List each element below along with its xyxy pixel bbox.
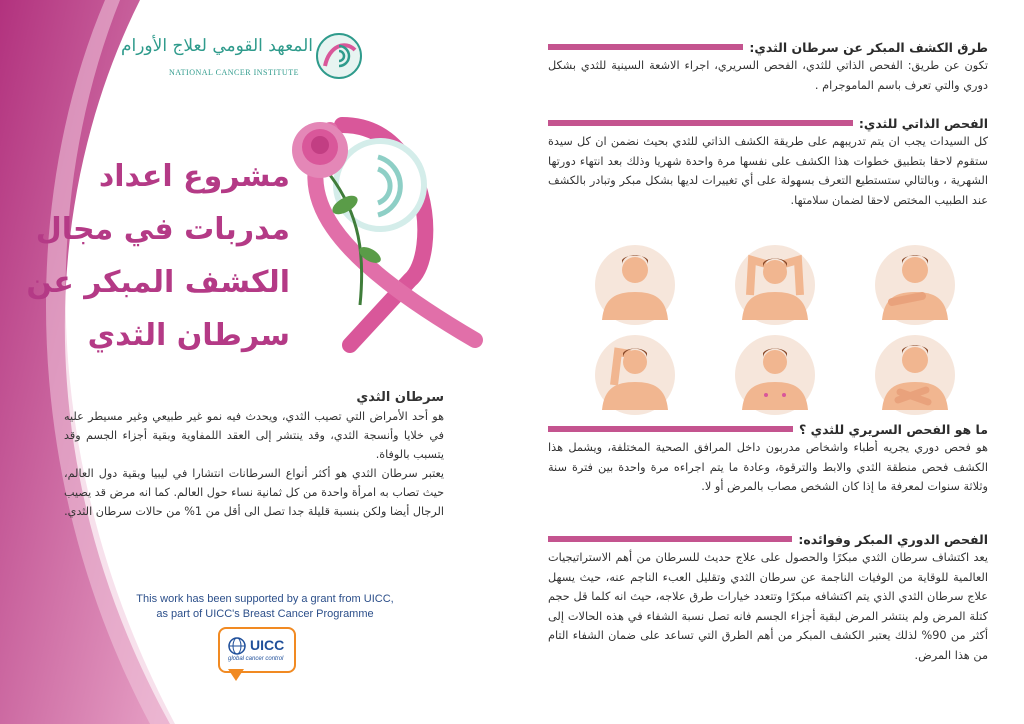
breast-cancer-heading: سرطان الثدي (356, 390, 444, 405)
figure-6 (875, 335, 955, 415)
title-line-3: الكشف المبكر عن (26, 265, 290, 300)
clinical-exam-heading: ما هو الفحص السريري للثدي ؟ (793, 420, 988, 440)
uicc-logo (218, 627, 296, 685)
self-exam-heading: الفحص الذاتي للثدي: (853, 114, 988, 134)
title-line-4: سرطان الثدي (87, 318, 290, 353)
periodic-exam-text: يعد اكتشاف سرطان الثدي مبكرًا والحصول على علاج حديث للسرطان من أهم الاستراتيجيات العالمية للوقاية من الوفيات الناجمة عن سرطان الثدي وتقليل العبء الناجم عنه، حيث يسهل علاج سرطان الثدي الذي يتم اكتشافه مبكرًا وتتعدد خيارات طرق علاجه، حيث انه كلما قل حجم كتلة المرض ولم ينتشر المرض لبقية أجزاء الجسم فانه تصل نسبة الشفاء في هذه الحالات إلى أكثر من 90% لذلك يعتبر الكشف المبكر من أهم الطرق التي تساعد على ضمان الشفاء التام من هذا المرض. (548, 551, 988, 662)
early-detection-heading: طرق الكشف المبكر عن سرطان الثدي: (743, 38, 988, 58)
early-detection-text: تكون عن طريق: الفحص الذاتي للثدي، الفحص السريري، اجراء الاشعة السينية للثدي بشكل دوري والتي تعرف باسم الماموجرام . (548, 59, 988, 92)
clinical-exam-section (548, 420, 988, 497)
heading-bar (548, 120, 863, 126)
uicc-name: UICC (250, 637, 285, 653)
periodic-exam-section (548, 530, 988, 665)
nci-logo (120, 30, 365, 82)
self-exam-illustrations (590, 240, 980, 420)
breast-cancer-paragraph-1: هو أحد الأمراض التي تصيب الثدي، ويحدث فيه نمو غير طبيعي وغير مسيطر عليه في خلايا وأنسجة الثدي، وقد ينتشر إلى العقد اللمفاوية وبقية أجزاء الجسم وقد يتسبب بالوفاة. (64, 410, 444, 461)
heading-bar (548, 426, 803, 432)
logo-arabic-text: المعهد القومي لعلاج الأورام (120, 36, 313, 56)
title-line-1: مشروع اعداد (98, 159, 290, 194)
globe-icon (228, 637, 246, 655)
self-exam-text: كل السيدات يجب ان يتم تدريبهم على طريقة الكشف الذاتي للثدي بحيث نضمن ان كل سيدة ستقوم لاحقا بتطبيق خطوات هذا الكشف على نفسها مرة واحدة شهريا وذلك بعد انتهاء دورتها الشهرية ، وبالتالي ستستطيع التعرف بسهولة على أي تغييرات لديها بشكل مبكر وتبادر بالكشف عند الطبيب المختص لاحقا لضمان سلامتها. (548, 135, 988, 207)
self-exam-section (548, 114, 988, 210)
uicc-tagline: global cancer control (228, 656, 284, 662)
breast-cancer-section (64, 388, 444, 521)
logo-english-text: NATIONAL CANCER INSTITUTE (169, 68, 299, 77)
title-line-2: مدربات في مجال (35, 212, 290, 247)
self-exam-figures (590, 240, 980, 420)
figure-5 (735, 335, 815, 415)
breast-cancer-paragraph-2: يعتبر سرطان الثدي هو أكثر أنواع السرطانات انتشارا في ليبيا وبقية دول العالم، حيث تصاب به امرأة واحدة من كل ثمانية نساء حول العالم. كما انه مرض قد يصيب الرجال أيضا ولكن بنسبة قليلة جدا تصل الى أقل من 1% من حالات سرطان الثدي. (64, 467, 444, 518)
clinical-exam-text: هو فحص دوري يجريه أطباء واشخاص مدربون داخل المرافق الصحية المختلفة، ويشمل هذا الكشف فحص منطقة الثدي والابط والترقوة، وعادة ما يتم اجراءه مرة واحدة بين فترة سنة وثلاثة سنوات لمعرفة ما إذا كان الشخص مصاب بالمرض أو لا. (548, 441, 988, 493)
heading-bar (548, 536, 803, 542)
pink-ribbon-rose-icon (290, 105, 485, 355)
support-line-1: This work has been supported by a grant from UICC, (136, 593, 394, 605)
figure-2 (735, 245, 815, 325)
figure-3 (875, 245, 955, 325)
figure-4 (595, 335, 675, 415)
project-title (20, 150, 290, 362)
figure-1 (595, 245, 675, 325)
early-detection-section (548, 38, 988, 95)
support-note (110, 592, 420, 622)
periodic-exam-heading: الفحص الدوري المبكر وفوائده: (792, 530, 988, 550)
support-line-2: as part of UICC's Breast Cancer Programme (156, 608, 374, 620)
nci-logo-icon (315, 32, 363, 80)
